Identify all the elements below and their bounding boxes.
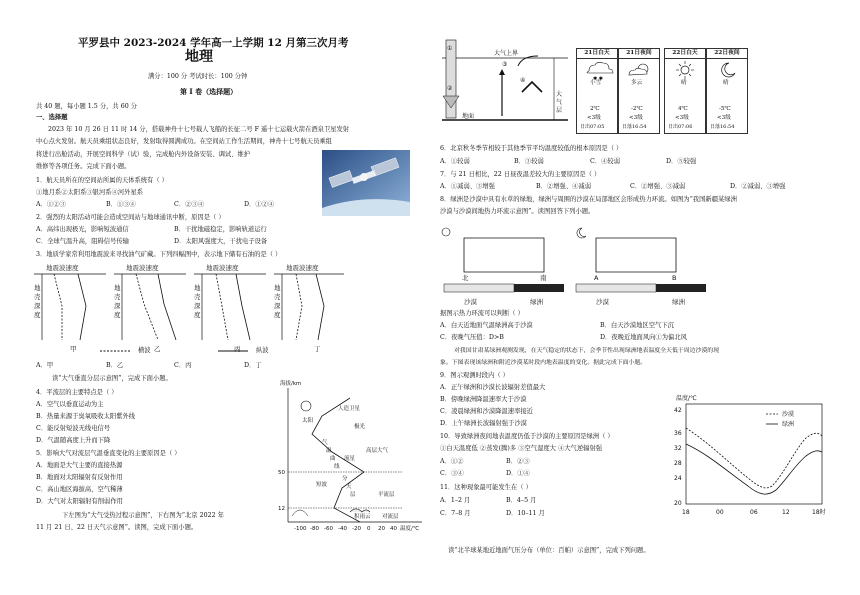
q1-stem: 1．航天员所在的空间站所属的天体系统有（ ） — [36, 177, 168, 184]
q8-stem: 据图示热力环流可以判断（ ） — [440, 310, 524, 317]
weather-card-21-night: 21日夜间 多云 -2℃ <3级 日落16:54 — [618, 48, 660, 134]
atm-ytick-12: 12 — [278, 506, 285, 512]
q3-option-d: D．丁 — [244, 362, 262, 369]
part-title: 一、选择题 — [36, 114, 68, 121]
heating-process-diagram — [442, 36, 570, 128]
svg-text:-80: -80 — [310, 526, 319, 532]
space-station-photo — [322, 150, 410, 216]
oasis-circulation-diagrams — [440, 220, 770, 312]
legend-shear-wave: 横波 — [138, 347, 151, 354]
svg-text:壳: 壳 — [114, 293, 121, 301]
atm-label-cumulonimbus: 积雨云 — [354, 514, 371, 520]
q11-option-b: B．4–5 月 — [506, 497, 537, 504]
atm-label-meteor: 流星 — [344, 456, 356, 462]
atm-ylabel: 海拔/km — [280, 381, 302, 387]
svg-text:-40: -40 — [338, 526, 347, 532]
svg-text:壳: 壳 — [274, 293, 281, 301]
svg-text:40: 40 — [390, 526, 397, 532]
q9-stem: 9．图示观测时段内（ ） — [440, 372, 509, 379]
exam-title: 平罗县中 2023-2024 学年高一上学期 12 月第三次月考 — [78, 37, 349, 49]
q1-option-d: D．①②④ — [244, 201, 275, 208]
exam-meta: 满分：100 分 考试时长：100 分钟 — [148, 73, 248, 80]
atm-label-sun: 太阳 — [302, 418, 314, 424]
legend-p-wave: 纵波 — [256, 347, 269, 354]
svg-text:度: 度 — [34, 311, 41, 319]
q4-option-d: D．气温随高度上升而下降 — [36, 437, 111, 444]
read-weather-prompt-2: 11 月 21 日、22 日天气示意图”。读图，完成下面小题。 — [36, 524, 198, 531]
q3-option-a: A．甲 — [36, 362, 54, 369]
q5-option-d: D．大气对太阳辐射有削弱作用 — [36, 498, 123, 505]
oasis-point-a: A — [594, 274, 599, 282]
q9-option-c: C．凌晨绿洲和沙漠降温速率接近 — [440, 408, 533, 415]
seismic-panel-yi — [114, 263, 186, 353]
weather-card-22-day: 22日白天 晴 4℃ <3级 日出07:06 — [664, 48, 706, 134]
diagram-label-4: ④ — [520, 77, 526, 84]
svg-text:度: 度 — [114, 311, 121, 319]
cloudy-icon — [619, 59, 659, 81]
diagram-label-2: ② — [447, 85, 453, 92]
diagram-label-1: ① — [447, 45, 453, 52]
oasis-day-panel — [442, 228, 564, 306]
svg-text:18时: 18时 — [812, 509, 826, 516]
q6-option-a: A．①较弱 — [440, 158, 470, 165]
svg-text:20: 20 — [378, 526, 385, 532]
passage-line-4: 维修等各项任务。完成下面小题。 — [36, 163, 131, 170]
q8-intro-1: 8．绿洲是沙漠中具有水草的绿地，绿洲与周围的沙漠在局部地区会形成热力环流。如图为“我国新疆某绿洲 — [440, 196, 737, 203]
svg-text:12: 12 — [782, 509, 790, 516]
oasis-point-b: B — [672, 274, 677, 282]
passage-line-1: 2023 年 10 月 26 日 11 时 14 分，搭载神舟十七号载人飞船的长征二号 F 遥十七运载火箭在酒泉卫星发射 — [48, 126, 350, 133]
weather-card-head: 21日白天 — [577, 49, 617, 59]
q7-option-d: D．②减弱、③增强 — [730, 183, 786, 190]
seismic-label-ding: 丁 — [314, 345, 321, 353]
q8-option-b: B．白天沙漠地区空气下沉 — [600, 322, 674, 329]
atm-label-satellite: 人造卫星 — [338, 406, 361, 412]
svg-text:18: 18 — [682, 509, 690, 516]
q3-option-c: C．丙 — [174, 362, 192, 369]
q4-option-a: A．空气以垂直运动为主 — [36, 401, 104, 408]
svg-text:天: 天 — [346, 484, 352, 490]
atm-ytick-50: 50 — [278, 470, 285, 476]
atm-label-stratosphere: 平流层 — [378, 492, 395, 498]
seismic-title-1: 地震波速度 — [46, 264, 79, 272]
temp-legend-desert: 沙漠 — [782, 411, 795, 418]
seismic-panel-ding — [274, 263, 344, 353]
q7-option-b: B．②增强、④减弱 — [536, 183, 592, 190]
diagram-ground: 地面 — [462, 113, 475, 120]
svg-text:-60: -60 — [324, 526, 333, 532]
q6-option-d: D．⑤较强 — [666, 158, 697, 165]
svg-text:深: 深 — [194, 302, 201, 310]
section-title: 第 I 卷（选择题） — [180, 87, 238, 96]
q9-intro-1: 对我国甘肃某绿洲观测发现，在天气稳定的状态下，会季节性出现绿洲地表温度全天低于周边沙漠的现 — [454, 348, 720, 354]
temperature-curve — [312, 398, 364, 522]
diagram-atmosphere-3: 层 — [556, 107, 563, 114]
svg-text:深: 深 — [274, 302, 281, 310]
svg-text:地: 地 — [114, 284, 121, 292]
q5-stem: 5．影响大气对流层气温垂直变化的主要原因是（ ） — [36, 450, 181, 457]
q4-option-b: B．热量来源于臭氧吸收太阳紫外线 — [36, 413, 136, 420]
passage-line-2: 中心点火发射。航天员乘组状态良好，发射取得圆满成功。在空间站工作生活期间，神舟十七号航天员乘组 — [36, 138, 332, 145]
subject-title: 地理 — [185, 49, 213, 65]
q5-option-a: A．地面是大气主要的直接热源 — [36, 462, 123, 469]
svg-text:-20: -20 — [352, 526, 361, 532]
svg-text:短波: 短波 — [316, 482, 328, 488]
q11-stem: 11．这种现象最可能发生在（ ） — [440, 484, 532, 491]
temp-ytick-20: 20 — [674, 500, 682, 507]
q10-option-c: C．③④ — [440, 470, 464, 477]
temp-ytick-24: 24 — [674, 475, 682, 482]
read-atmosphere-prompt: 读“大气垂直分层示意图”，完成下面小题。 — [52, 375, 172, 382]
oasis-curve — [686, 444, 822, 494]
legend-dashed-line — [100, 347, 130, 355]
q4-stem: 4．平流层的主要特点是（ ） — [36, 389, 118, 396]
oasis-desert-2: 沙漠 — [596, 298, 609, 306]
diagram-atmosphere-2: 气 — [556, 99, 563, 106]
oasis-south-1: 南 — [540, 274, 547, 282]
svg-text:深: 深 — [34, 302, 41, 310]
q8-option-a: A．白天近地面气温绿洲高于沙漠 — [440, 322, 533, 329]
snow-icon — [577, 59, 617, 81]
q9-option-a: A．正午绿洲和沙漠长波辐射差值最大 — [440, 384, 546, 391]
seismic-label-yi: 乙 — [154, 345, 161, 353]
q9-option-d: D．上午绿洲长波辐射强于沙漠 — [440, 420, 527, 427]
svg-text:地: 地 — [274, 284, 281, 292]
temp-ylabel: 温度/℃ — [676, 395, 697, 402]
atm-xlabel: 温度/℃ — [400, 526, 420, 532]
q11-option-d: D．10–11 月 — [506, 510, 545, 517]
q8-intro-2: 沙漠与沙漠间地热力环流示意图”。读图回答下列小题。 — [440, 208, 595, 215]
svg-text:分: 分 — [342, 476, 348, 482]
q6-option-c: C．④较弱 — [590, 158, 621, 165]
q2-stem: 2．强烈的太阳活动可能会造成空间站与地球通讯中断，原因是（ ） — [36, 214, 225, 221]
q6-stem: 6．北京秋冬季节相较于其他季节平均温度较低的根本原因是（ ） — [440, 145, 623, 152]
q10-option-b: B．②③ — [506, 458, 530, 465]
svg-text:壳: 壳 — [194, 293, 201, 301]
q8-option-d: D．夜晚近地面风向①为偏北风 — [600, 334, 687, 341]
oasis-desert-1: 沙漠 — [464, 298, 477, 306]
oasis-north-1: 北 — [462, 274, 469, 282]
q7-option-c: C．②增强、③减弱 — [630, 183, 686, 190]
svg-text:-100: -100 — [294, 526, 307, 532]
oasis-oasis-2: 绿洲 — [672, 298, 685, 306]
atm-label-upper-atm: 高层大气 — [366, 448, 389, 454]
svg-text:温: 温 — [326, 448, 332, 454]
q11-option-a: A．1–2 月 — [440, 497, 471, 504]
diagram-label-3: ③ — [502, 61, 508, 68]
temp-ytick-32: 32 — [674, 445, 682, 452]
svg-text:度: 度 — [194, 311, 201, 319]
svg-text:度: 度 — [274, 311, 281, 319]
diagram-upper-boundary: 大气上界 — [494, 50, 519, 57]
q11-option-c: C．7–8 月 — [440, 510, 471, 517]
svg-text:地震波速度: 地震波速度 — [206, 264, 239, 272]
sun-icon — [301, 401, 311, 411]
svg-text:0: 0 — [367, 526, 371, 532]
diagram-atmosphere-1: 大 — [556, 91, 563, 98]
svg-text:层: 层 — [350, 492, 356, 498]
svg-text:地震波速度: 地震波速度 — [286, 264, 319, 272]
q3-stem: 3．地质学家常利用地震波来寻找油气矿藏。下列四幅图中，表示地下储有石油的是（ ） — [36, 251, 282, 258]
legend-solid-line — [218, 347, 248, 355]
q6-option-b: B．③较弱 — [514, 158, 544, 165]
sun-icon — [442, 228, 450, 236]
seismic-panel-jia — [34, 263, 106, 353]
svg-text:气: 气 — [322, 440, 328, 446]
section-intro: 共 40 题，每小题 1.5 分，共 60 分 — [36, 103, 138, 110]
q7-stem: 7．与 21 日相比，22 日昼夜温差较大的主要原因是（ ） — [440, 171, 601, 178]
right-column — [430, 0, 860, 595]
read-weather-prompt-1: 下左图为“大气受热过程示意图”，下右图为“北京 2022 年 — [62, 512, 224, 519]
weather-card-21-day: 21日白天 ✱ ✱ 小雪 2℃ <3级 日出07:05 — [576, 48, 618, 134]
q1-items: ①地月系②太阳系③银河系④河外星系 — [36, 189, 144, 196]
moon-icon — [707, 59, 747, 81]
footer-prompt: 读“北半球某地近地面气压分布（单位：百帕）示意图”，完成下列问题。 — [448, 547, 650, 554]
q2-option-a: A．高纬出现极光，影响短波通信 — [36, 226, 129, 233]
seismic-panel-bing — [194, 263, 266, 353]
q10-stem: 10．导致绿洲夜间地表温度仍低于沙漠的主要原因是绿洲（ ） — [440, 433, 614, 440]
q2-option-c: C．全球气温升高，阻碍信号传输 — [36, 238, 129, 245]
q5-option-b: B．地面对太阳辐射有反射作用 — [36, 474, 123, 481]
q9-intro-2: 象。下图表现该绿洲和附近沙漠某时段内地表温度的变化。据此完成下面小题。 — [440, 360, 647, 366]
q10-items: ①白天温度低 ②蒸发(腾)多 ③空气湿度大 ④大气逆辐射强 — [440, 445, 603, 452]
q3-option-b: B．乙 — [106, 362, 124, 369]
oasis-oasis-1: 绿洲 — [530, 298, 543, 306]
seismic-label-jia: 甲 — [70, 345, 77, 353]
q10-option-d: D．①④ — [506, 470, 530, 477]
q10-option-a: A．①② — [440, 458, 464, 465]
temp-ytick-42: 42 — [674, 407, 682, 414]
q7-option-a: A．①减弱、③增强 — [440, 183, 495, 190]
q9-option-b: B．傍晚绿洲降温速率大于沙漠 — [440, 396, 527, 403]
atm-label-troposphere: 对流层 — [382, 514, 399, 520]
q8-option-c: C．夜晚气压值：D>B — [440, 334, 504, 341]
q1-option-c: C．②③④ — [174, 201, 205, 208]
q4-option-c: C．能反射短波无线电信号 — [36, 425, 111, 432]
svg-text:地: 地 — [194, 284, 201, 292]
svg-text:✱ ✱: ✱ ✱ — [593, 76, 603, 81]
sun-icon — [665, 59, 705, 81]
temp-ytick-28: 28 — [674, 460, 682, 467]
svg-text:线: 线 — [334, 464, 340, 470]
svg-text:00: 00 — [716, 509, 724, 516]
temp-ytick-36: 36 — [674, 430, 682, 437]
desert-curve — [686, 428, 822, 488]
atm-label-aurora: 极光 — [354, 424, 366, 430]
svg-text:曲: 曲 — [330, 456, 336, 462]
atmosphere-layer-chart — [272, 376, 430, 536]
q5-option-c: C．高山地区海拔高，空气稀薄 — [36, 486, 123, 493]
seismic-wave-diagrams — [34, 262, 344, 354]
svg-text:06: 06 — [750, 509, 758, 516]
svg-text:地: 地 — [34, 284, 41, 292]
surface-temperature-chart — [668, 392, 840, 520]
moon-icon — [577, 228, 586, 238]
svg-text:壳: 壳 — [34, 293, 41, 301]
q1-option-b: B．①③④ — [106, 201, 136, 208]
svg-text:地震波速度: 地震波速度 — [126, 264, 159, 272]
q2-option-d: D．太阳风强度大，干扰电子设备 — [174, 238, 268, 245]
temp-legend-oasis: 绿洲 — [782, 421, 795, 428]
q1-option-a: A．①②③ — [36, 201, 66, 208]
seismic-label-bing: 丙 — [234, 345, 241, 353]
oasis-night-panel — [576, 228, 706, 306]
q2-option-b: B．干扰地磁稳定，影响轨道运行 — [174, 226, 267, 233]
svg-text:深: 深 — [114, 302, 121, 310]
passage-line-3: 将进行出舱活动，开展空间科学（试）验，完成舱内外设备安装、调试、维护 — [36, 151, 251, 158]
weather-card-22-night: 22日夜间 晴 -5℃ <3级 日落16:54 — [706, 48, 748, 134]
